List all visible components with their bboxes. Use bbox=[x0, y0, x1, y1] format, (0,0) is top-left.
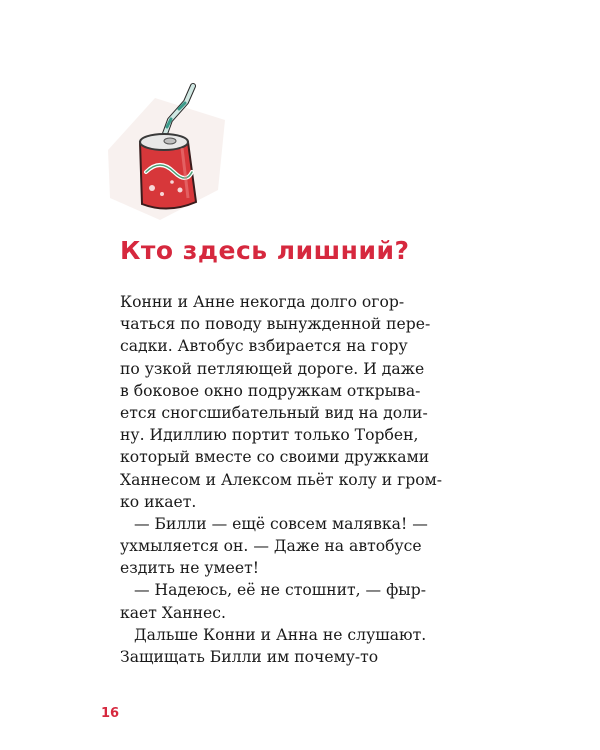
text-line: кает Ханнес. bbox=[120, 603, 226, 622]
text-line: — Билли — ещё совсем малявка! — bbox=[134, 514, 428, 533]
text-line: — Надеюсь, её не стошнит, — фыр- bbox=[134, 581, 426, 600]
chapter-title: Кто здесь лишний? bbox=[120, 236, 410, 265]
text-line: Ханнесом и Алексом пьёт колу и гром- bbox=[120, 470, 443, 489]
text-line: ко икает. bbox=[120, 492, 197, 511]
text-line: Дальше Конни и Анна не слушают. bbox=[134, 625, 427, 644]
text-line: ездить не умеет! bbox=[120, 559, 260, 578]
text-line: в боковое окно подружкам открыва- bbox=[120, 381, 421, 400]
page-number: 16 bbox=[101, 706, 120, 721]
text-line: по узкой петляющей дороге. И даже bbox=[120, 359, 425, 378]
text-line: ухмыляется он. — Даже на автобусе bbox=[120, 537, 422, 556]
text-line: садки. Автобус взбирается на гору bbox=[120, 337, 408, 356]
text-line: который вместе со своими дружками bbox=[120, 448, 430, 467]
soda-can-illustration bbox=[100, 80, 230, 220]
text-line: ется сногсшибательный вид на доли- bbox=[120, 403, 428, 422]
text-line: Защищать Билли им почему-то bbox=[120, 648, 379, 666]
text-line: Конни и Анне некогда долго огор- bbox=[120, 293, 405, 311]
can-icon bbox=[140, 134, 196, 209]
body-text bbox=[120, 291, 460, 668]
text-line: ну. Идиллию портит только Торбен, bbox=[120, 426, 419, 445]
text-line: чаться по поводу вынужденной пере- bbox=[120, 315, 431, 334]
